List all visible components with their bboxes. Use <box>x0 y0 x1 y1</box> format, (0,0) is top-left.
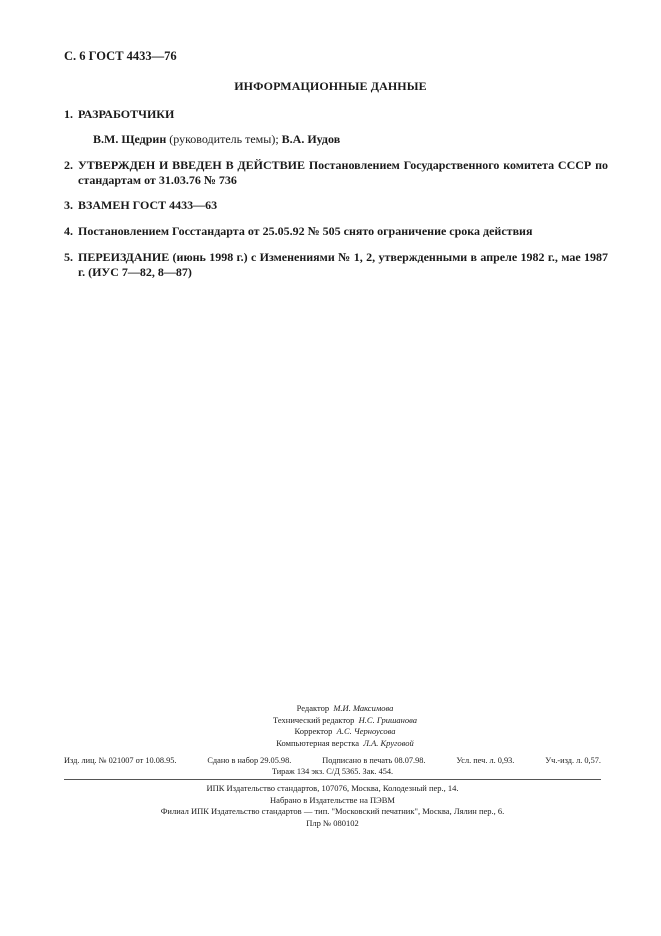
item-text: ПЕРЕИЗДАНИЕ (июнь 1998 г.) с Изменениями № 1, 2, утвержденными в апреле 1982 г., мае 1987 г. (ИУС 7—82, 8—87) <box>78 250 608 279</box>
imprint-line-2: Тираж 134 экз. С/Д 5365. Зак. 454. <box>271 767 394 776</box>
item-text: УТВЕРЖДЕН И ВВЕДЕН В ДЕЙСТВИЕ Постановлением Государственного комитета СССР по стандартам от 31.03.76 № 736 <box>78 158 608 187</box>
publisher-line-4: Плр № 080102 <box>306 817 359 828</box>
credit-corrector: Корректор А.С. Черноусова <box>294 726 396 736</box>
imprint-block <box>64 755 601 777</box>
divider-line <box>64 779 601 780</box>
publisher-line-2: Набрано в Издательстве на ПЭВМ <box>270 794 395 805</box>
item-text: РАЗРАБОТЧИКИ <box>78 107 175 121</box>
credit-layout: Компьютерная верстка Л.А. Круговой <box>276 737 414 748</box>
item-number: 5. <box>64 250 73 264</box>
item-number: 2. <box>64 158 73 172</box>
imprint-line-1: Изд. лиц. № 021007 от 10.08.95. Сдано в набор 29.05.98. Подписано в печать 08.07.98. Усл. печ. л. 0,93. Уч.-изд. л. 0,57. <box>64 756 601 765</box>
developer-role-1: (руководитель темы); <box>166 132 282 146</box>
item-text: Постановлением Госстандарта от 25.05.92 № 505 снято ограничение срока действия <box>78 224 533 238</box>
developers-line <box>93 132 340 147</box>
publisher-line-1: ИПК Издательство стандартов, 107076, Москва, Колодезный пер., 14. <box>206 783 459 793</box>
item-number: 4. <box>64 224 73 238</box>
section-title: ИНФОРМАЦИОННЫЕ ДАННЫЕ <box>234 79 427 93</box>
page-header: С. 6 ГОСТ 4433—76 <box>64 49 177 63</box>
credits-block <box>200 703 490 749</box>
credit-tech-editor: Технический редактор Н.С. Гришанова <box>273 714 417 725</box>
publisher-line-3: Филиал ИПК Издательство стандартов — тип. "Московский печатник", Москва, Лялин пер., 6. <box>160 806 505 816</box>
item-text: ВЗАМЕН ГОСТ 4433—63 <box>78 198 218 212</box>
publisher-block <box>64 783 601 829</box>
item-number: 3. <box>64 198 73 212</box>
item-number: 1. <box>64 107 73 121</box>
developer-name-2: В.А. Иудов <box>281 132 341 146</box>
developer-name-1: В.М. Щедрин <box>93 132 167 146</box>
credit-editor: Редактор М.И. Максимова <box>296 703 394 713</box>
